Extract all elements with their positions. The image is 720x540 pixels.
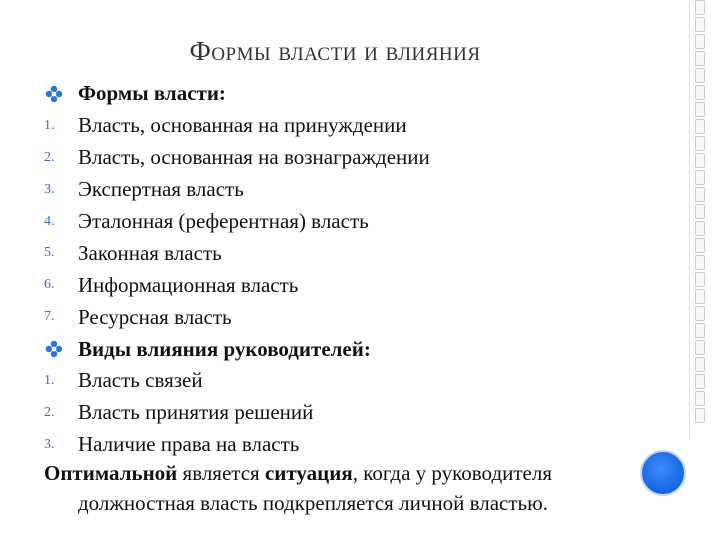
list-item-text: Наличие права на власть [78, 432, 300, 457]
flower-bullet-icon [45, 85, 63, 103]
section-heading-text: Формы власти: [78, 81, 226, 106]
list-item-text: Законная власть [78, 240, 222, 265]
list-item-text: Ресурсная власть [78, 304, 232, 329]
slide-body [44, 78, 654, 461]
conclusion-line-2: должностная власть подкрепляется личной властью. [78, 491, 549, 515]
conclusion-text: , когда у руководителя [352, 461, 552, 485]
list-item [44, 301, 654, 333]
list-item [44, 269, 654, 301]
list-number: 5. [44, 245, 55, 261]
list-item-text: Власть, основанная на вознаграждении [78, 145, 430, 170]
list-number: 1. [44, 372, 55, 388]
list-item [44, 365, 654, 397]
list-item [44, 237, 654, 269]
blue-circle-decoration [640, 450, 686, 496]
list-item-text: Власть связей [78, 368, 203, 393]
list-item [44, 142, 654, 174]
list-number: 7. [44, 309, 55, 325]
flower-bullet-icon [45, 340, 63, 358]
section-heading-forms [44, 78, 654, 110]
list-item [44, 397, 654, 429]
list-item-text: Экспертная власть [78, 177, 244, 202]
list-item [44, 110, 654, 142]
list-item [44, 174, 654, 206]
conclusion-text: является [177, 461, 265, 485]
conclusion-paragraph [44, 458, 644, 518]
section-heading-influence [44, 333, 654, 365]
list-number: 6. [44, 277, 55, 293]
list-number: 2. [44, 149, 55, 165]
list-number: 2. [44, 404, 55, 420]
list-number: 1. [44, 117, 55, 133]
slide-title: Формы власти и влияния [189, 36, 481, 66]
list-item [44, 429, 654, 461]
conclusion-bold-optimal: Оптимальной [44, 461, 178, 485]
edge-chain-decoration [690, 0, 710, 440]
conclusion-bold-situation: ситуация [264, 461, 353, 485]
list-item-text: Информационная власть [78, 272, 299, 297]
list-number: 4. [44, 213, 55, 229]
list-number: 3. [44, 181, 55, 197]
list-item-text: Власть, основанная на принуждении [78, 113, 407, 138]
list-number: 3. [44, 436, 55, 452]
list-item-text: Эталонная (референтная) власть [78, 209, 369, 233]
list-item-text: Власть принятия решений [78, 400, 314, 425]
list-item [44, 206, 654, 238]
section-heading-text: Виды влияния руководителей: [78, 336, 371, 361]
